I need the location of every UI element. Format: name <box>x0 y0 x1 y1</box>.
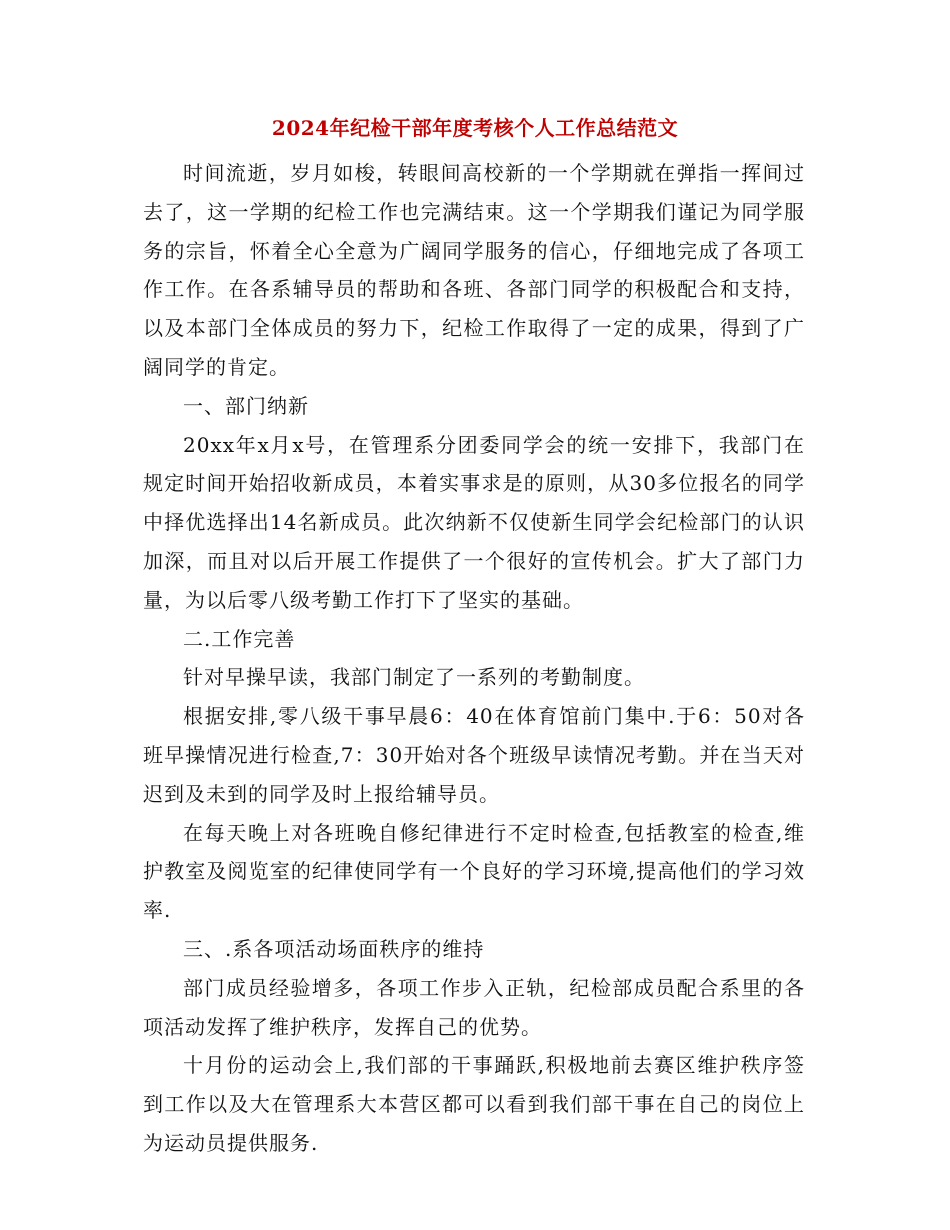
paragraph-recruitment: 20xx年x月x号，在管理系分团委同学会的统一安排下，我部门在规定时间开始招收新成员，本着实事求是的原则，从30多位报名的同学中择优选择出14名新成员。此次纳新不仅使新生同学会纪检部门的认识加深，而且对以后开展工作提供了一个很好的宣传机会。扩大了部门力量，为以后零八级考勤工作打下了坚实的基础。 <box>143 432 805 612</box>
section-heading-2: 二.工作完善 <box>183 626 296 651</box>
paragraph-evening-checks: 在每天晚上对各班晚自修纪律进行不定时检查,包括教室的检查,维护教室及阅览室的纪律使同学有一个良好的学习环境,提高他们的学习效率. <box>143 820 805 923</box>
paragraph-sports-meet: 十月份的运动会上,我们部的干事踊跃,积极地前去赛区维护秩序签到工作以及大在管理系大本营区都可以看到我们部干事在自己的岗位上为运动员提供服务. <box>143 1053 805 1155</box>
paragraph-activities: 部门成员经验增多，各项工作步入正轨，纪检部成员配合系里的各项活动发挥了维护秩序，发挥自己的优势。 <box>143 975 805 1039</box>
paragraph-attendance-rules: 针对早操早读，我部门制定了一系列的考勤制度。 <box>183 665 645 690</box>
document-body <box>143 154 805 1163</box>
paragraph-morning-schedule: 根据安排,零八级干事早晨6：40在体育馆前门集中.于6：50对各班早操情况进行检查,7：30开始对各个班级早读情况考勤。并在当天对迟到及未到的同学及时上报给辅导员。 <box>143 704 805 806</box>
document-title: 2024年纪检干部年度考核个人工作总结范文 <box>271 116 679 140</box>
section-heading-1: 一、部门纳新 <box>183 393 309 418</box>
section-heading-3: 三、.系各项活动场面秩序的维持 <box>183 936 485 961</box>
paragraph-intro: 时间流逝，岁月如梭，转眼间高校新的一个学期就在弹指一挥间过去了，这一学期的纪检工作也完满结束。这一个学期我们谨记为同学服务的宗旨，怀着全心全意为广阔同学服务的信心，仔细地完成了各项工作工作。在各系辅导员的帮助和各班、各部门同学的积极配合和支持，以及本部门全体成员的努力下，纪检工作取得了一定的成果，得到了广阔同学的肯定。 <box>143 161 805 379</box>
